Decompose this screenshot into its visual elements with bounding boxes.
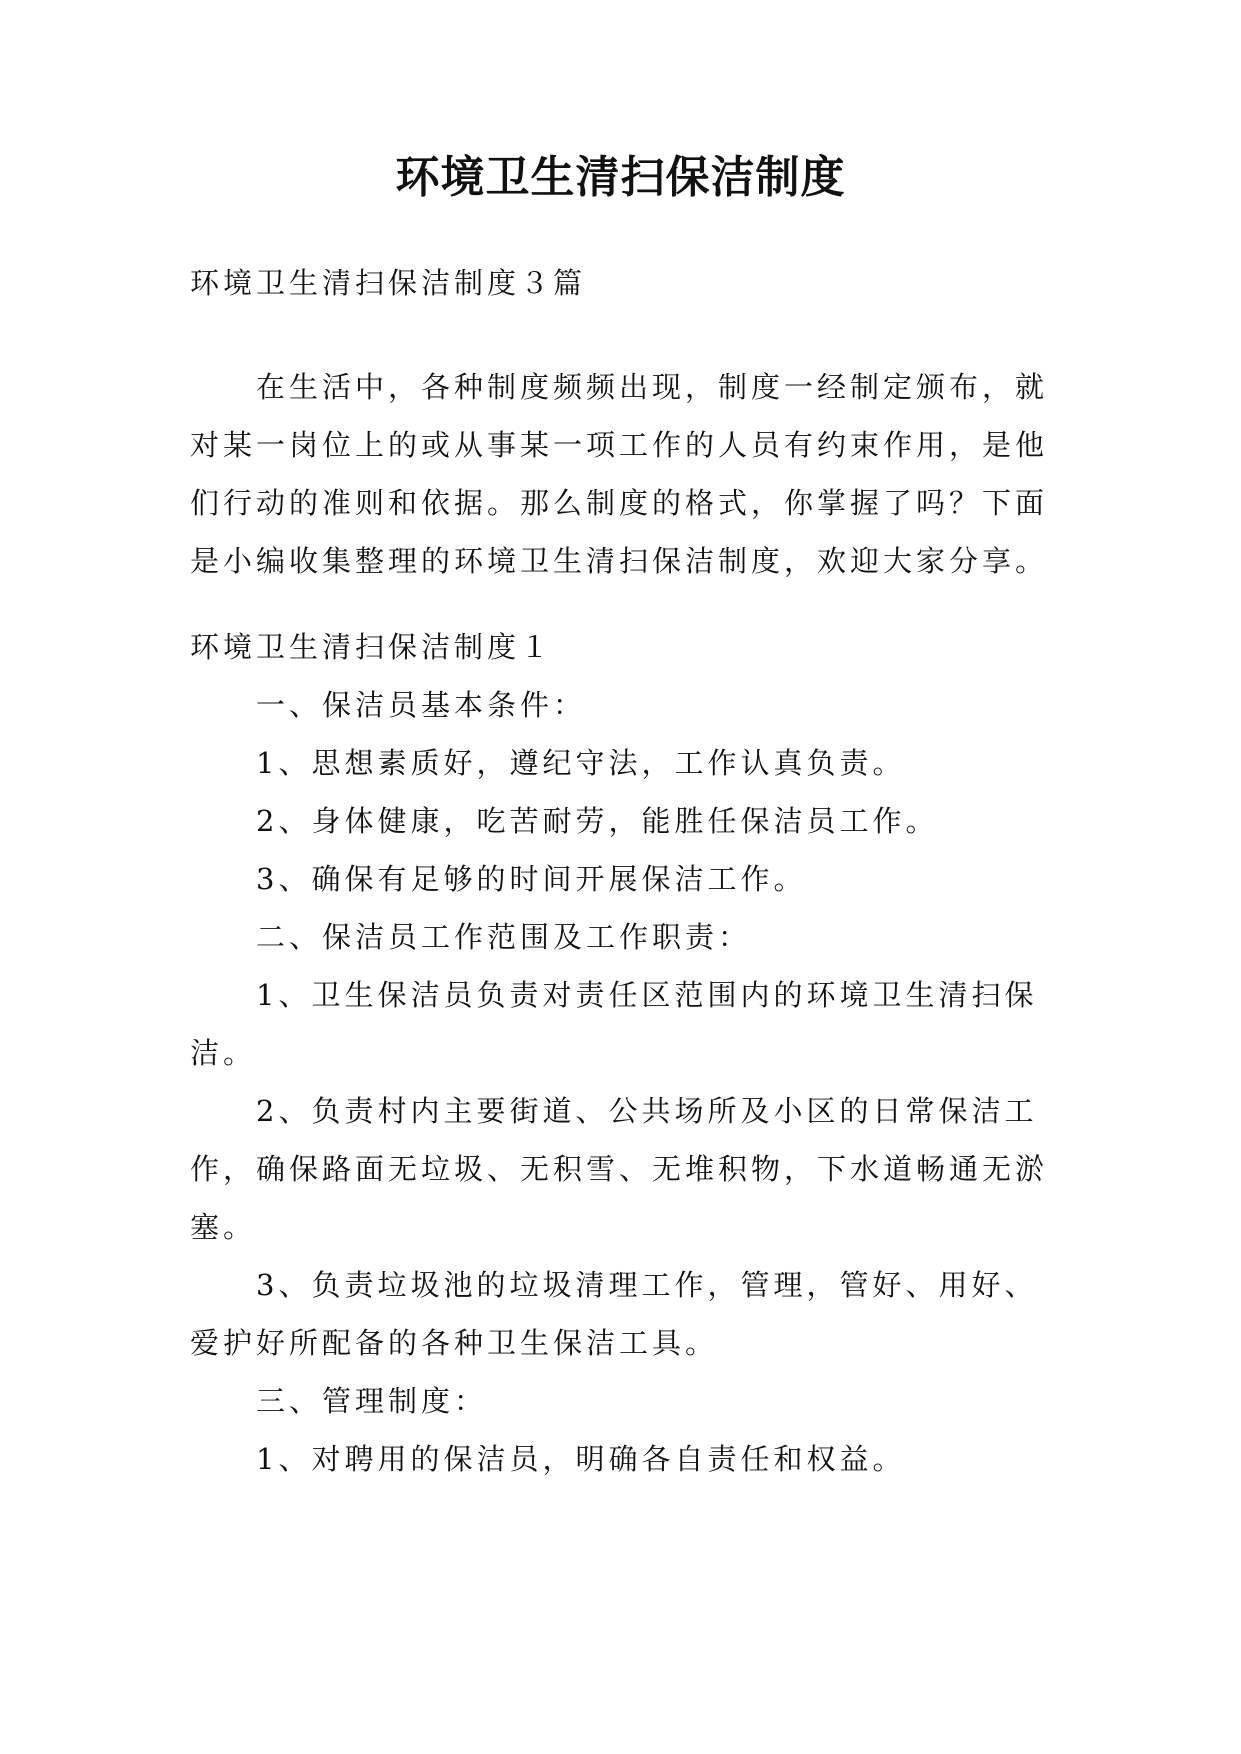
content-line: 1、思想素质好，遵纪守法，工作认真负责。 [256,746,906,780]
document-title: 环境卫生清扫保洁制度 [395,152,846,203]
intro-line: 是小编收集整理的环境卫生清扫保洁制度，欢迎大家分享。 [190,544,1049,578]
content-line: 洁。 [190,1036,257,1070]
intro-line: 对某一岗位上的或从事某一项工作的人员有约束作用，是他 [190,428,1049,462]
content-line: 塞。 [190,1210,257,1244]
intro-paragraph [190,358,1060,590]
document-subtitle: 环境卫生清扫保洁制度３篇 [190,266,587,300]
content-line: 三、管理制度： [256,1384,488,1418]
content-line: 3、负责垃圾池的垃圾清理工作，管理，管好、用好、 [256,1268,1038,1302]
document-subtitle-block [190,254,1060,312]
content-line: 2、身体健康，吃苦耐劳，能胜任保洁员工作。 [256,804,939,838]
content-line: 一、保洁员基本条件： [256,688,587,722]
content-line: 2、负责村内主要街道、公共场所及小区的日常保洁工 [256,1094,1038,1128]
section-1 [190,618,1060,1488]
content-line: 爱护好所配备的各种卫生保洁工具。 [190,1326,719,1360]
intro-line: 们行动的准则和依据。那么制度的格式，你掌握了吗？下面 [190,486,1049,520]
intro-line: 在生活中，各种制度频频出现，制度一经制定颁布，就 [256,370,1049,404]
content-line: 1、卫生保洁员负责对责任区范围内的环境卫生清扫保 [256,978,1038,1012]
content-line: 3、确保有足够的时间开展保洁工作。 [256,862,807,896]
content-line: 二、保洁员工作范围及工作职责： [256,920,752,954]
content-line: 1、对聘用的保洁员，明确各自责任和权益。 [256,1442,906,1476]
content-line: 作，确保路面无垃圾、无积雪、无堆积物，下水道畅通无淤 [190,1152,1049,1186]
section-heading: 环境卫生清扫保洁制度１ [190,630,554,664]
